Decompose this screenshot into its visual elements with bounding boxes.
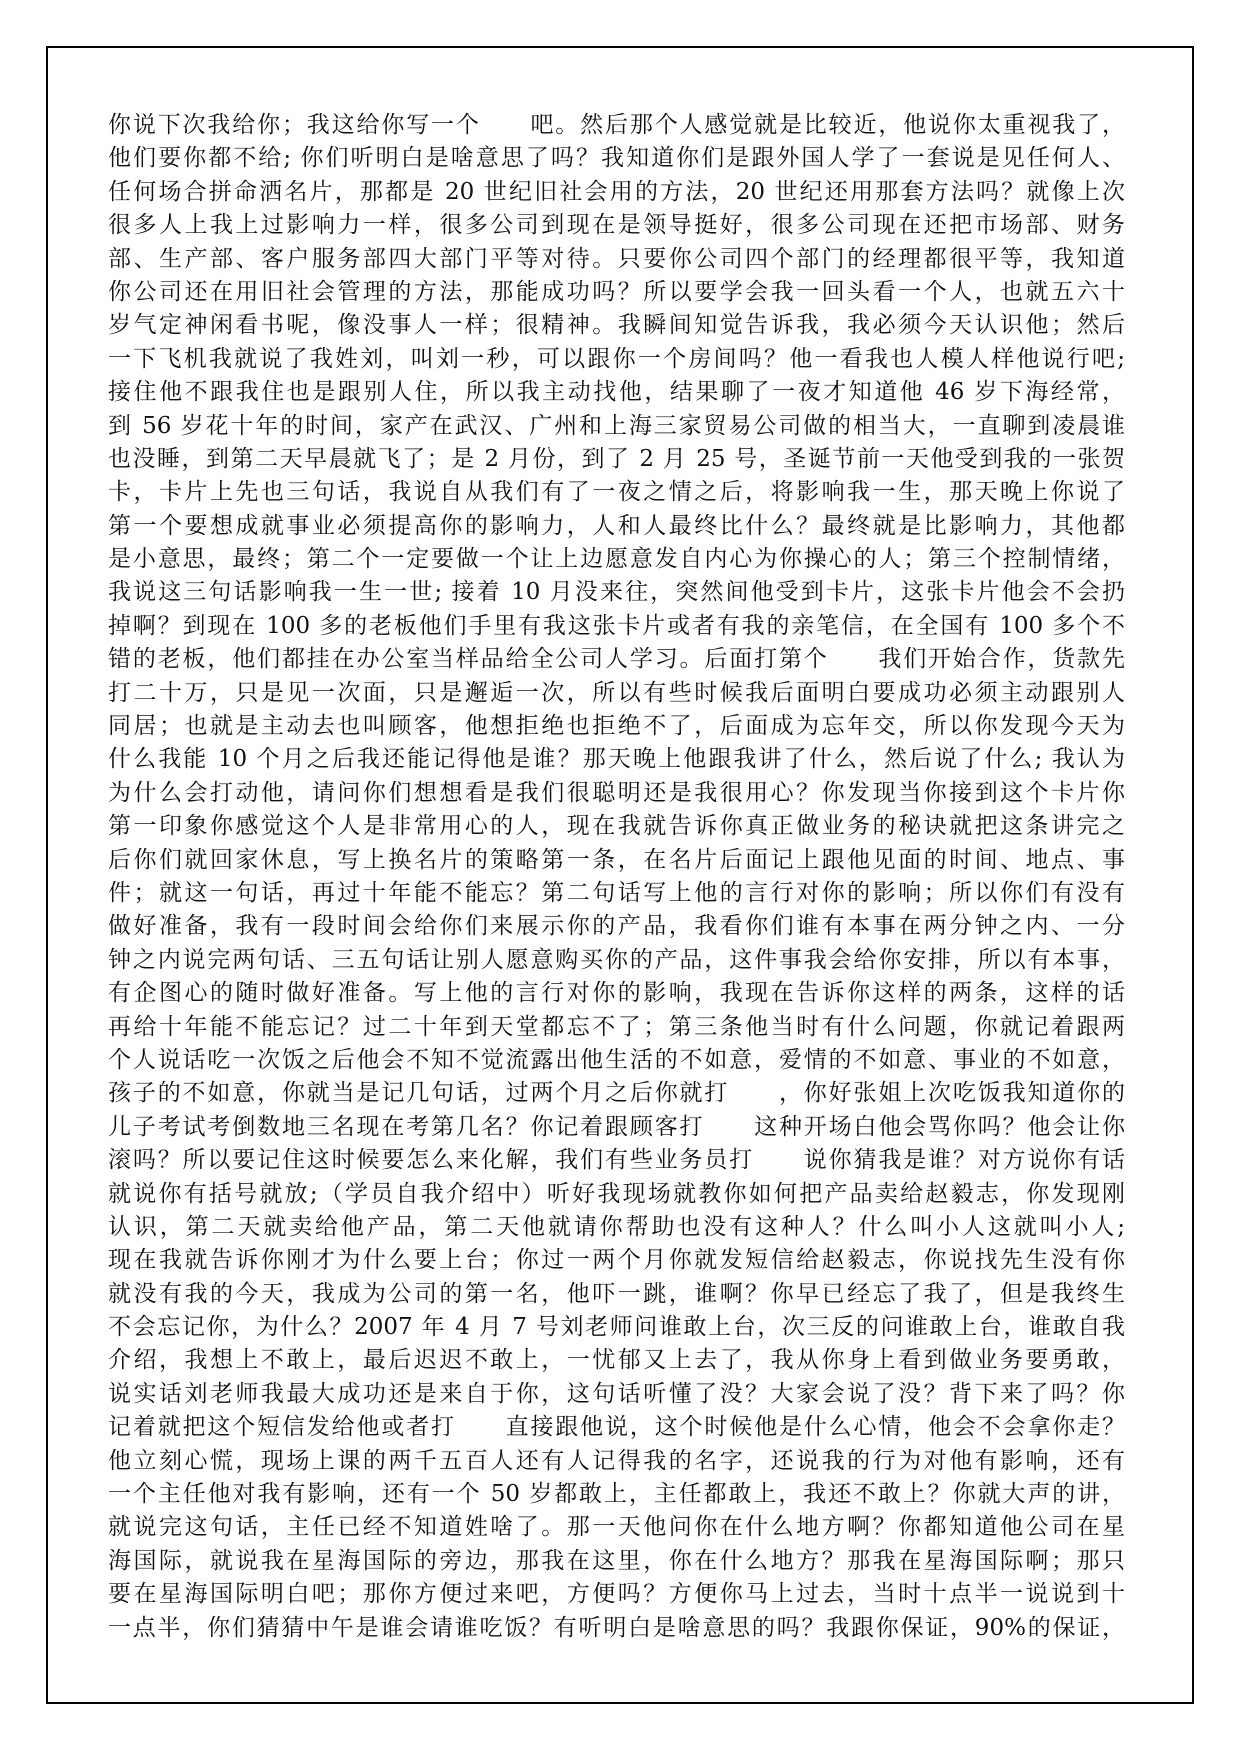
text-line: 孩子的不如意，你就当是记几句话，过两个月之后你就打 ，你好张姐上次吃饭我知道你的: [108, 1080, 1125, 1107]
text-line: 掉啊？到现在 100 多的老板他们手里有我这张卡片或者有我的亲笔信，在全国有 100 多个不: [108, 612, 1125, 639]
text-line: 是小意思，最终；第二个一定要做一个让上边愿意发自内心为你操心的人；第三个控制情绪，: [108, 546, 1125, 573]
text-line: 就没有我的今天，我成为公司的第一名，他吓一跳，谁啊？你早已经忘了我了，但是我终生: [108, 1280, 1125, 1307]
text-line: 第一个要想成就事业必须提高你的影响力，人和人最终比什么？最终就是比影响力，其他都: [108, 512, 1125, 539]
text-line: 你说下次我给你；我这给你写一个 吧。然后那个人感觉就是比较近，他说你太重视我了，: [108, 112, 1125, 138]
text-line: 一个主任他对我有影响，还有一个 50 岁都敢上，主任都敢上，我还不敢上？你就大声的讲，: [108, 1481, 1125, 1508]
text-line: 同居；也就是主动去也叫顾客，他想拒绝也拒绝不了，后面成为忘年交，所以你发现今天为: [108, 713, 1125, 740]
text-line: 接住他不跟我住也是跟别人住，所以我主动找他，结果聊了一夜才知道他 46 岁下海经常，: [108, 379, 1125, 406]
text-line: 说实话刘老师我最大成功还是来自于你，这句话听懂了没？大家会说了没？背下来了吗？你: [108, 1380, 1125, 1407]
text-line: 儿子考试考倒数地三名现在考第几名？你记着跟顾客打 这种开场白他会骂你吗？他会让你: [108, 1113, 1125, 1140]
text-line: 什么我能 10 个月之后我还能记得他是谁？那天晚上他跟我讲了什么，然后说了什么; 我认为: [108, 746, 1125, 773]
text-line: 也没睡，到第二天早晨就飞了；是 2 月份，到了 2 月 25 号，圣诞节前一天他受到我的一张贺: [108, 445, 1125, 472]
text-line: 件；就这一句话，再过十年能不能忘？第二句话写上他的言行对你的影响；所以你们有没有: [108, 879, 1125, 906]
text-line: 任何场合拼命洒名片，那都是 20 世纪旧社会用的方法，20 世纪还用那套方法吗？就像上次: [108, 178, 1125, 205]
body-text: [108, 109, 1125, 1645]
text-line: 做好准备，我有一段时间会给你们来展示你的产品，我看你们谁有本事在两分钟之内、一分: [108, 913, 1125, 940]
text-line: 你公司还在用旧社会管理的方法，那能成功吗？所以要学会我一回头看一个人，也就五六十: [108, 278, 1125, 305]
text-line: 海国际，就说我在星海国际的旁边，那我在这里，你在什么地方？那我在星海国际啊；那只: [108, 1547, 1125, 1574]
text-line: 要在星海国际明白吧；那你方便过来吧，方便吗？方便你马上过去，当时十点半一说说到十: [108, 1581, 1125, 1608]
text-line: 卡，卡片上先也三句话，我说自从我们有了一夜之情之后，将影响我一生，那天晚上你说了: [108, 479, 1125, 506]
text-line: 我说这三句话影响我一生一世; 接着 10 月没来往，突然间他受到卡片，这张卡片他会不会扔: [108, 579, 1125, 606]
text-line: 部、生产部、客户服务部四大部门平等对待。只要你公司四个部门的经理都很平等，我知道: [108, 245, 1125, 272]
text-line: 一点半，你们猜猜中午是谁会请谁吃饭？有听明白是啥意思的吗？我跟你保证，90%的保证，: [108, 1614, 1125, 1641]
text-line: 就说完这句话，主任已经不知道姓啥了。那一天他问你在什么地方啊？你都知道他公司在星: [108, 1514, 1125, 1541]
text-line: 他们要你都不给; 你们听明白是啥意思了吗？我知道你们是跟外国人学了一套说是见任何人、: [108, 145, 1125, 172]
text-line: 为什么会打动他，请问你们想想看是我们很聪明还是我很用心？你发现当你接到这个卡片你: [108, 779, 1125, 806]
text-line: 错的老板，他们都挂在办公室当样品给全公司人学习。后面打第个 我们开始合作，货款先: [108, 646, 1125, 673]
text-line: 一下飞机我就说了我姓刘，叫刘一秒，可以跟你一个房间吗？他一看我也人模人样他说行吧;: [108, 345, 1125, 372]
text-line: 他立刻心慌，现场上课的两千五百人还有人记得我的名字，还说我的行为对他有影响，还有: [108, 1447, 1125, 1474]
text-line: 有企图心的随时做好准备。写上他的言行对你的影响，我现在告诉你这样的两条，这样的话: [108, 980, 1125, 1007]
text-line: 现在我就告诉你刚才为什么要上台；你过一两个月你就发短信给赵毅志，你说找先生没有你: [108, 1247, 1125, 1274]
text-line: 滚吗？所以要记住这时候要怎么来化解，我们有些业务员打 说你猜我是谁？对方说你有话: [108, 1147, 1125, 1174]
text-line: 第一印象你感觉这个人是非常用心的人，现在我就告诉你真正做业务的秘诀就把这条讲完之: [108, 813, 1125, 840]
text-line: 介绍，我想上不敢上，最后迟迟不敢上，一忧郁又上去了，我从你身上看到做业务要勇敢，: [108, 1347, 1125, 1374]
text-line: 钟之内说完两句话、三五句话让别人愿意购买你的产品，这件事我会给你安排，所以有本事，: [108, 946, 1125, 973]
text-line: 后你们就回家休息，写上换名片的策略第一条，在名片后面记上跟他见面的时间、地点、事: [108, 846, 1125, 873]
text-line: 不会忘记你，为什么？2007 年 4 月 7 号刘老师问谁敢上台，次三反的问谁敢上台，谁敢自我: [108, 1314, 1125, 1341]
text-line: 记着就把这个短信发给他或者打 直接跟他说，这个时候他是什么心情，他会不会拿你走？: [108, 1414, 1125, 1441]
text-line: 再给十年能不能忘记？过二十年到天堂都忘不了；第三条他当时有什么问题，你就记着跟两: [108, 1013, 1125, 1040]
text-line: 个人说话吃一次饭之后他会不知不觉流露出他生活的不如意，爱情的不如意、事业的不如意，: [108, 1046, 1125, 1073]
text-line: 认识，第二天就卖给他产品，第二天他就请你帮助也没有这种人？什么叫小人这就叫小人;: [108, 1213, 1125, 1240]
text-line: 打二十万，只是见一次面，只是邂逅一次，所以有些时候我后面明白要成功必须主动跟别人: [108, 679, 1125, 706]
text-line: 岁气定神闲看书呢，像没事人一样；很精神。我瞬间知觉告诉我，我必须今天认识他；然后: [108, 312, 1125, 339]
text-line: 到 56 岁花十年的时间，家产在武汉、广州和上海三家贸易公司做的相当大，一直聊到凌晨谁: [108, 412, 1125, 439]
text-line: 就说你有括号就放;（学员自我介绍中）听好我现场就教你如何把产品卖给赵毅志，你发现刚: [108, 1180, 1125, 1207]
text-line: 很多人上我上过影响力一样，很多公司到现在是领导挺好，很多公司现在还把市场部、财务: [108, 212, 1125, 239]
